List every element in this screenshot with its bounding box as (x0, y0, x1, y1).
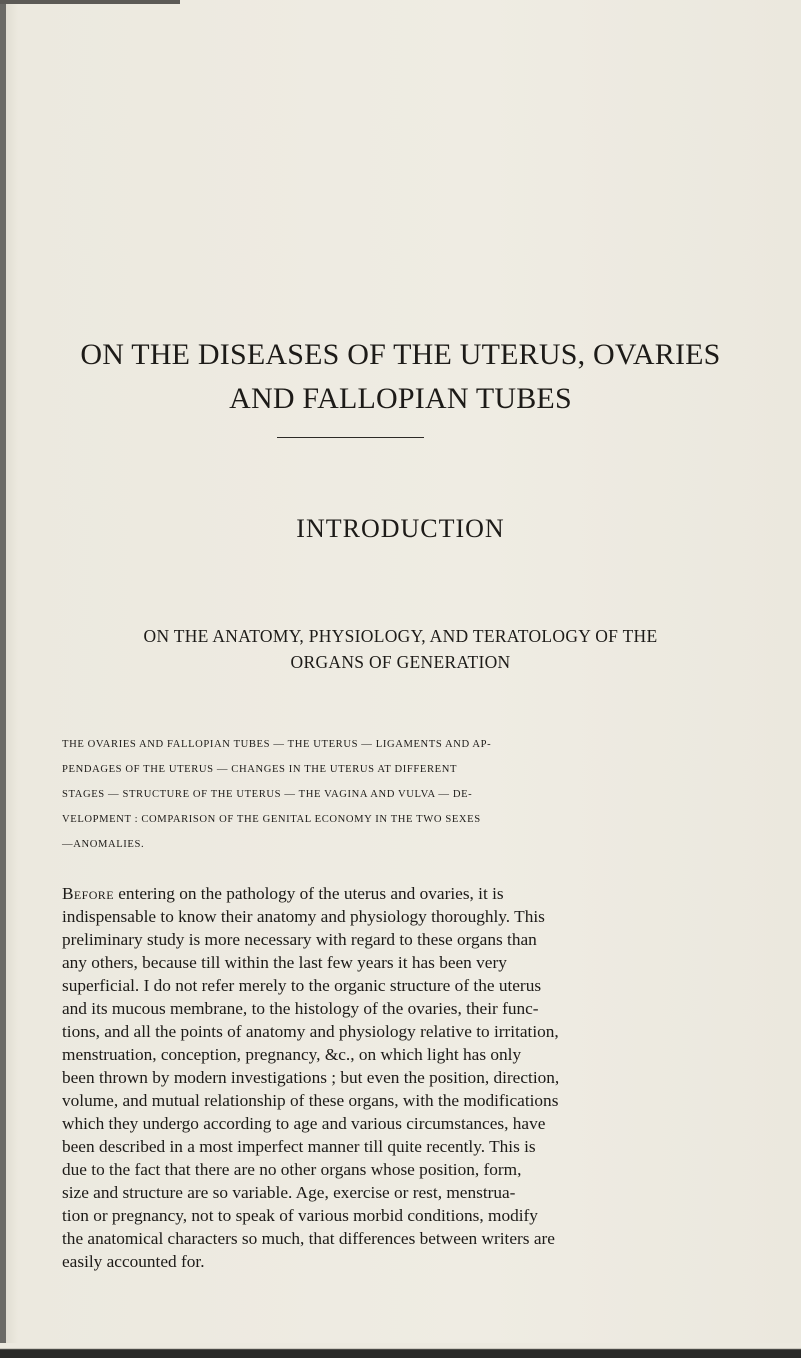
body-first-line (62, 883, 662, 905)
section-subheading-line-1: ON THE ANATOMY, PHYSIOLOGY, AND TERATOLOGY OF THE (143, 626, 658, 646)
body-line: and its mucous membrane, to the histology of the ovaries, their func- (62, 999, 539, 1018)
body-line: indispensable to know their anatomy and physiology thoroughly. This (62, 907, 545, 926)
body-line: menstruation, conception, pregnancy, &c., on which light has only (62, 1045, 522, 1064)
drop-word: Before (62, 884, 114, 903)
book-title-line-2: AND FALLOPIAN TUBES (229, 382, 572, 415)
section-heading: INTRODUCTION (296, 514, 505, 543)
page-edge-left (0, 0, 6, 1358)
body-line: any others, because till within the last few years it has been very (62, 953, 507, 972)
body-line: easily accounted for. (62, 1252, 205, 1271)
body-line: tion or pregnancy, not to speak of various morbid conditions, modify (62, 1206, 538, 1225)
body-line: been described in a most imperfect manner till quite recently. This is (62, 1137, 536, 1156)
synopsis-line: —ANOMALIES. (62, 839, 145, 850)
body-line: tions, and all the points of anatomy and physiology relative to irritation, (62, 1022, 559, 1041)
body-line: the anatomical characters so much, that differences between writers are (62, 1229, 555, 1248)
body-line: superficial. I do not refer merely to the organic structure of the uterus (62, 976, 542, 995)
page-edge-bottom (0, 1343, 801, 1358)
synopsis-line: VELOPMENT : COMPARISON OF THE GENITAL ECONOMY IN THE TWO SEXES (62, 814, 481, 825)
synopsis-line: STAGES — STRUCTURE OF THE UTERUS — THE VAGINA AND VULVA — DE- (62, 789, 473, 800)
synopsis-line: THE OVARIES AND FALLOPIAN TUBES — THE UTERUS — LIGAMENTS AND AP- (62, 739, 492, 750)
body-line: volume, and mutual relationship of these organs, with the modifications (62, 1091, 559, 1110)
synopsis-line: PENDAGES OF THE UTERUS — CHANGES IN THE UTERUS AT DIFFERENT (62, 764, 458, 775)
section-subheading-line-2: ORGANS OF GENERATION (290, 652, 511, 672)
book-title-line-1: ON THE DISEASES OF THE UTERUS, OVARIES (80, 338, 721, 371)
body-line: which they undergo according to age and various circumstances, have (62, 1114, 546, 1133)
body-line: been thrown by modern investigations ; but even the position, direction, (62, 1068, 560, 1087)
body-line: size and structure are so variable. Age, exercise or rest, menstrua- (62, 1183, 516, 1202)
title-divider-rule (277, 437, 424, 438)
body-line: preliminary study is more necessary with regard to these organs than (62, 930, 537, 949)
body-line: due to the fact that there are no other organs whose position, form, (62, 1160, 522, 1179)
first-line-rest: entering on the pathology of the uterus and ovaries, it is (113, 884, 504, 903)
page-edge-top (0, 0, 180, 4)
